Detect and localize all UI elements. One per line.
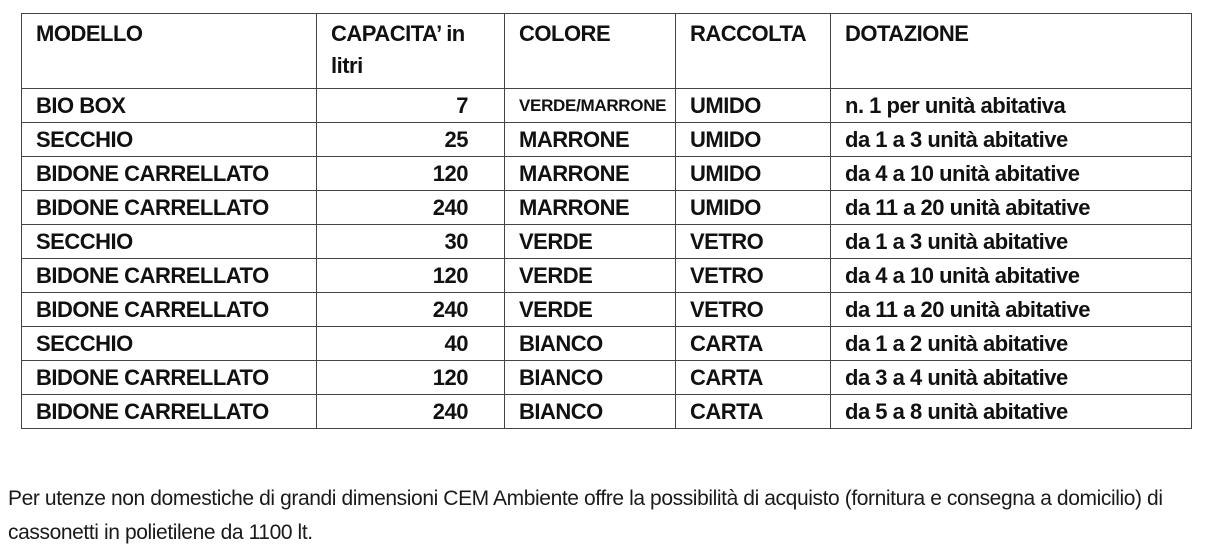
header-capacita: CAPACITA’ in litri	[317, 14, 505, 89]
cell-dotazione: da 1 a 2 unità abitative	[831, 327, 1192, 361]
cell-capacita: 120	[317, 361, 505, 395]
cell-capacita: 120	[317, 259, 505, 293]
cell-capacita: 25	[317, 123, 505, 157]
cell-raccolta: VETRO	[676, 225, 831, 259]
cell-dotazione: da 3 a 4 unità abitative	[831, 361, 1192, 395]
cell-modello: SECCHIO	[22, 123, 317, 157]
cell-dotazione: da 1 a 3 unità abitative	[831, 225, 1192, 259]
cell-dotazione: da 4 a 10 unità abitative	[831, 157, 1192, 191]
cell-colore: BIANCO	[505, 395, 676, 429]
table-row	[22, 259, 1192, 293]
cell-modello: BIDONE CARRELLATO	[22, 259, 317, 293]
cell-colore: VERDE	[505, 259, 676, 293]
header-raccolta: RACCOLTA	[676, 14, 831, 89]
header-row	[22, 14, 1192, 89]
cell-dotazione: da 11 a 20 unità abitative	[831, 191, 1192, 225]
cell-colore: MARRONE	[505, 157, 676, 191]
cell-modello: SECCHIO	[22, 225, 317, 259]
cell-raccolta: UMIDO	[676, 191, 831, 225]
table-row	[22, 157, 1192, 191]
cell-dotazione: n. 1 per unità abitativa	[831, 89, 1192, 123]
table-row	[22, 327, 1192, 361]
cell-dotazione: da 1 a 3 unità abitative	[831, 123, 1192, 157]
cell-colore: VERDE/MARRONE	[505, 89, 676, 123]
cell-colore: VERDE	[505, 225, 676, 259]
header-colore: COLORE	[505, 14, 676, 89]
cell-capacita: 120	[317, 157, 505, 191]
cell-raccolta: VETRO	[676, 293, 831, 327]
table-row	[22, 191, 1192, 225]
cell-capacita: 40	[317, 327, 505, 361]
cell-modello: BIDONE CARRELLATO	[22, 395, 317, 429]
containers-table	[21, 13, 1192, 429]
cell-capacita: 7	[317, 89, 505, 123]
cell-dotazione: da 11 a 20 unità abitative	[831, 293, 1192, 327]
cell-colore: VERDE	[505, 293, 676, 327]
cell-dotazione: da 4 a 10 unità abitative	[831, 259, 1192, 293]
cell-capacita: 30	[317, 225, 505, 259]
cell-raccolta: CARTA	[676, 361, 831, 395]
cell-colore: MARRONE	[505, 123, 676, 157]
table-row	[22, 225, 1192, 259]
cell-raccolta: CARTA	[676, 395, 831, 429]
cell-capacita: 240	[317, 191, 505, 225]
cell-modello: BIDONE CARRELLATO	[22, 293, 317, 327]
table-body	[22, 89, 1192, 429]
cell-raccolta: UMIDO	[676, 157, 831, 191]
header-modello: MODELLO	[22, 14, 317, 89]
cell-modello: BIDONE CARRELLATO	[22, 191, 317, 225]
cell-modello: BIDONE CARRELLATO	[22, 157, 317, 191]
cell-modello: BIDONE CARRELLATO	[22, 361, 317, 395]
table-row	[22, 361, 1192, 395]
cell-raccolta: UMIDO	[676, 123, 831, 157]
cell-modello: SECCHIO	[22, 327, 317, 361]
cell-capacita: 240	[317, 293, 505, 327]
cell-colore: BIANCO	[505, 361, 676, 395]
cell-raccolta: VETRO	[676, 259, 831, 293]
table-header	[22, 14, 1192, 89]
cell-colore: MARRONE	[505, 191, 676, 225]
cell-capacita: 240	[317, 395, 505, 429]
header-dotazione: DOTAZIONE	[831, 14, 1192, 89]
cell-modello: BIO BOX	[22, 89, 317, 123]
cell-dotazione: da 5 a 8 unità abitative	[831, 395, 1192, 429]
cell-raccolta: CARTA	[676, 327, 831, 361]
footnote-paragraph: Per utenze non domestiche di grandi dimensioni CEM Ambiente offre la possibilità di acquisto (fornitura e consegna a domicilio) di cassonetti in polietilene da 1100 lt.	[8, 487, 1163, 544]
table-row	[22, 89, 1192, 123]
table-row	[22, 395, 1192, 429]
table-row	[22, 123, 1192, 157]
cell-colore: BIANCO	[505, 327, 676, 361]
cell-raccolta: UMIDO	[676, 89, 831, 123]
table-row	[22, 293, 1192, 327]
